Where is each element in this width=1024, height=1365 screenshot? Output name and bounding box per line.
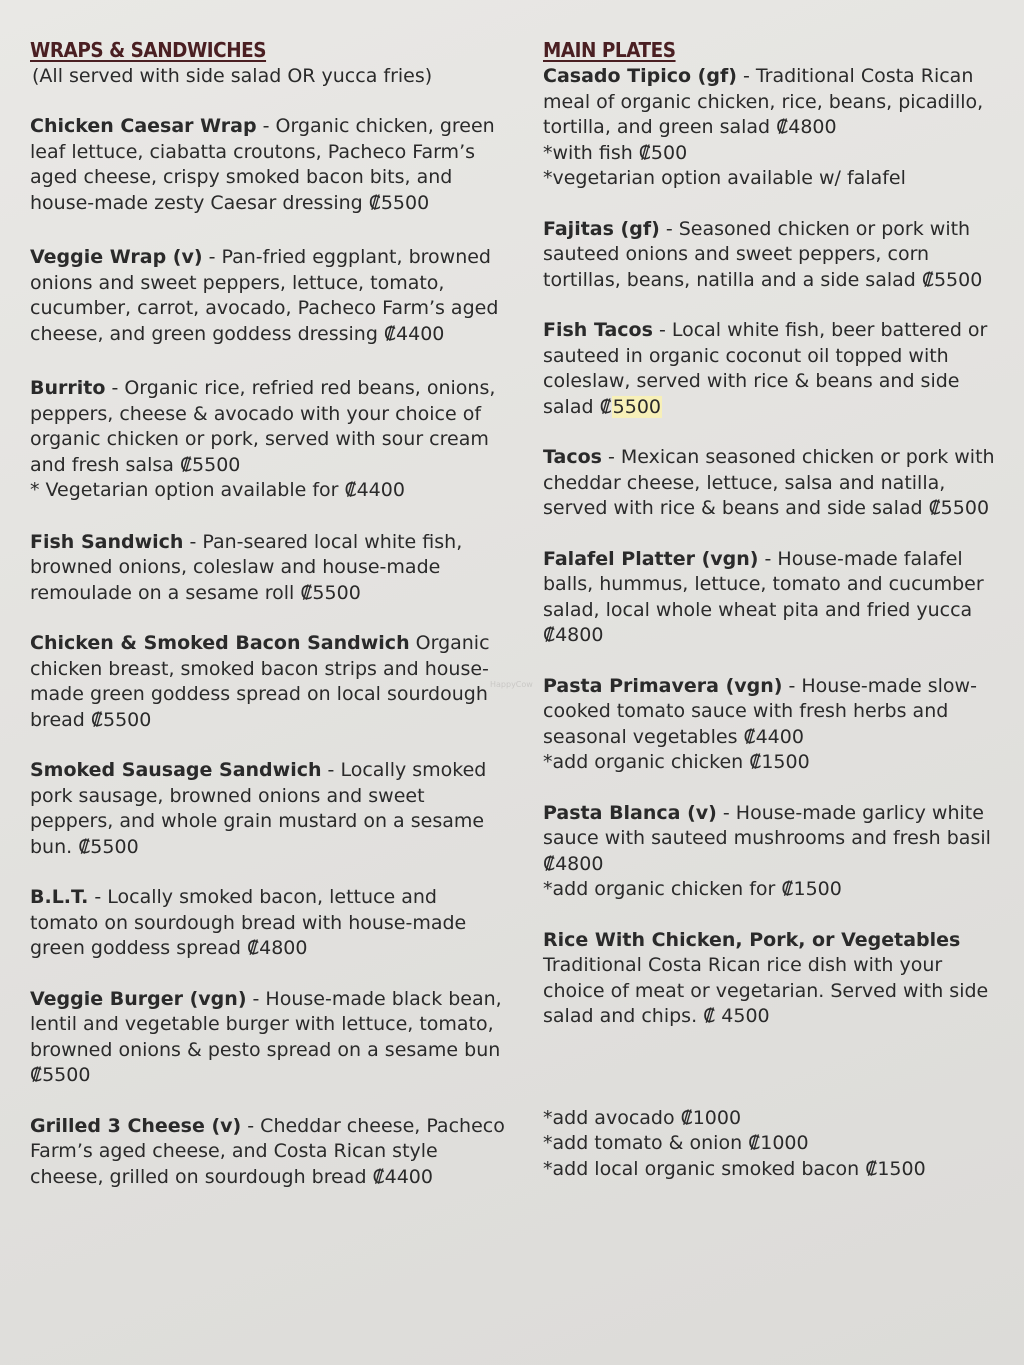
menu-item: [543, 318, 1005, 420]
menu-item: [30, 245, 510, 347]
menu-item-name: Fish Sandwich: [30, 530, 184, 553]
wraps-section-title: WRAPS & SANDWICHES: [30, 38, 267, 62]
menu-item-note: * Vegetarian option available for ₡4400: [30, 479, 405, 501]
main-plates-section-title: MAIN PLATES: [543, 38, 676, 62]
addons-list: [543, 1106, 1005, 1183]
menu-item: [30, 376, 510, 478]
wraps-section-subtitle: (All served with side salad OR yucca fries): [32, 65, 433, 87]
menu-item-note: *add organic chicken ₡1500: [543, 751, 810, 773]
watermark: HappyCow: [490, 680, 533, 689]
menu-item-description: - Locally smoked pork sausage, browned onions and sweet peppers, and whole grain mustard on a sesame bun. ₡5500: [30, 759, 487, 858]
menu-item: [543, 547, 1005, 649]
menu-item-description: - House-made falafel balls, hummus, lettuce, tomato and cucumber salad, local whole wheat pita and fried yucca ₡4800: [543, 547, 984, 646]
main-plates-column: [543, 36, 1005, 1182]
menu-item: [543, 217, 1005, 294]
menu-item-description: - Locally smoked bacon, lettuce and tomato on sourdough bread with house-made green goddess spread ₡4800: [30, 886, 467, 959]
menu-item-description: Organic chicken breast, smoked bacon strips and house-made green goddess spread on local sourdough bread ₡5500: [30, 632, 490, 731]
menu-item-name: Pasta Blanca (v): [543, 801, 717, 824]
menu-item-note: *with fish ₡500: [543, 141, 688, 164]
menu-item: [543, 674, 1005, 751]
menu-item: [543, 445, 1005, 522]
menu-item: [30, 758, 510, 860]
menu-item-name: Smoked Sausage Sandwich: [30, 759, 322, 781]
menu-item: [30, 530, 510, 607]
menu-item-description: - Local white fish, beer battered or sauteed in organic coconut oil topped with coleslaw, served with rice & beans and side salad ₡: [543, 319, 988, 418]
addon-item: *add tomato & onion ₡1000: [543, 1132, 809, 1154]
wraps-sandwiches-column: [30, 36, 510, 1190]
menu-item-note: *add organic chicken for ₡1500: [543, 878, 842, 900]
menu-item-name: B.L.T.: [30, 886, 89, 908]
menu-item-description: Traditional Costa Rican rice dish with your choice of meat or vegetarian. Served with side salad and chips. ₡ 4500: [543, 954, 989, 1027]
menu-item-description: - Pan-seared local white fish, browned onions, coleslaw and house-made remoulade on a sesame roll ₡5500: [30, 530, 463, 604]
menu-item: [543, 928, 1005, 1030]
menu-item-name: Pasta Primavera (vgn): [543, 674, 783, 697]
menu-item: [30, 987, 510, 1089]
menu-item: [543, 801, 1005, 878]
menu-item-name: Chicken Caesar Wrap: [30, 115, 257, 137]
menu-item-name: Veggie Wrap (v): [30, 246, 203, 268]
menu-item-description: - Organic chicken, green leaf lettuce, ciabatta croutons, Pacheco Farm’s aged cheese, crispy smoked bacon bits, and house-made zesty Caesar dressing ₡5500: [30, 115, 495, 214]
menu-item-name: Tacos: [543, 446, 602, 468]
addon-item: *add local organic smoked bacon ₡1500: [543, 1157, 926, 1180]
menu-item-name: Falafel Platter (vgn): [543, 547, 759, 570]
menu-item-note: *vegetarian option available w/ falafel: [543, 167, 906, 189]
menu-item-description: - House-made garlicy white sauce with sauteed mushrooms and fresh basil ₡4800: [543, 801, 991, 875]
menu-item-description: - Traditional Costa Rican meal of organic chicken, rice, beans, picadillo, tortilla, and green salad ₡4800: [543, 65, 984, 138]
highlighted-price: 5500: [612, 395, 662, 418]
menu-item: [30, 114, 510, 216]
menu-item-description: - House-made black bean, lentil and vegetable burger with lettuce, tomato, browned onions & pesto spread on a sesame bun ₡5500: [30, 987, 502, 1086]
menu-item-name: Chicken & Smoked Bacon Sandwich: [30, 632, 410, 654]
menu-item-name: Fish Tacos: [543, 319, 653, 341]
menu-item-description: - House-made slow-cooked tomato sauce with fresh herbs and seasonal vegetables ₡4400: [543, 674, 977, 748]
menu-item: [30, 1114, 510, 1191]
menu-item-description: - Cheddar cheese, Pacheco Farm’s aged cheese, and Costa Rican style cheese, grilled on sourdough bread ₡4400: [30, 1114, 505, 1188]
menu-item-description: - Mexican seasoned chicken or pork with cheddar cheese, lettuce, salsa and natilla, served with rice & beans and side salad ₡5500: [543, 446, 995, 519]
menu-item: [30, 631, 510, 733]
menu-item-name: Fajitas (gf): [543, 217, 660, 240]
menu-item: [30, 885, 510, 962]
menu-item-description: - Organic rice, refried red beans, onions, peppers, cheese & avocado with your choice of organic chicken or pork, served with sour cream and fresh salsa ₡5500: [30, 377, 496, 476]
menu-item-description: - Pan-fried eggplant, browned onions and sweet peppers, lettuce, tomato, cucumber, carrot, avocado, Pacheco Farm’s aged cheese, and green goddess dressing ₡4400: [30, 246, 499, 345]
addon-item: *add avocado ₡1000: [543, 1106, 742, 1129]
menu-item-name: Grilled 3 Cheese (v): [30, 1114, 242, 1137]
menu-item: [543, 64, 1005, 141]
menu-item-name: Veggie Burger (vgn): [30, 987, 247, 1010]
menu-item-name: Burrito: [30, 377, 106, 399]
menu-item-name: Casado Tipico (gf): [543, 65, 737, 87]
menu-item-description: - Seasoned chicken or pork with sauteed onions and sweet peppers, corn tortillas, beans, natilla and a side salad ₡5500: [543, 217, 983, 291]
menu-item-name: Rice With Chicken, Pork, or Vegetables: [543, 928, 961, 951]
